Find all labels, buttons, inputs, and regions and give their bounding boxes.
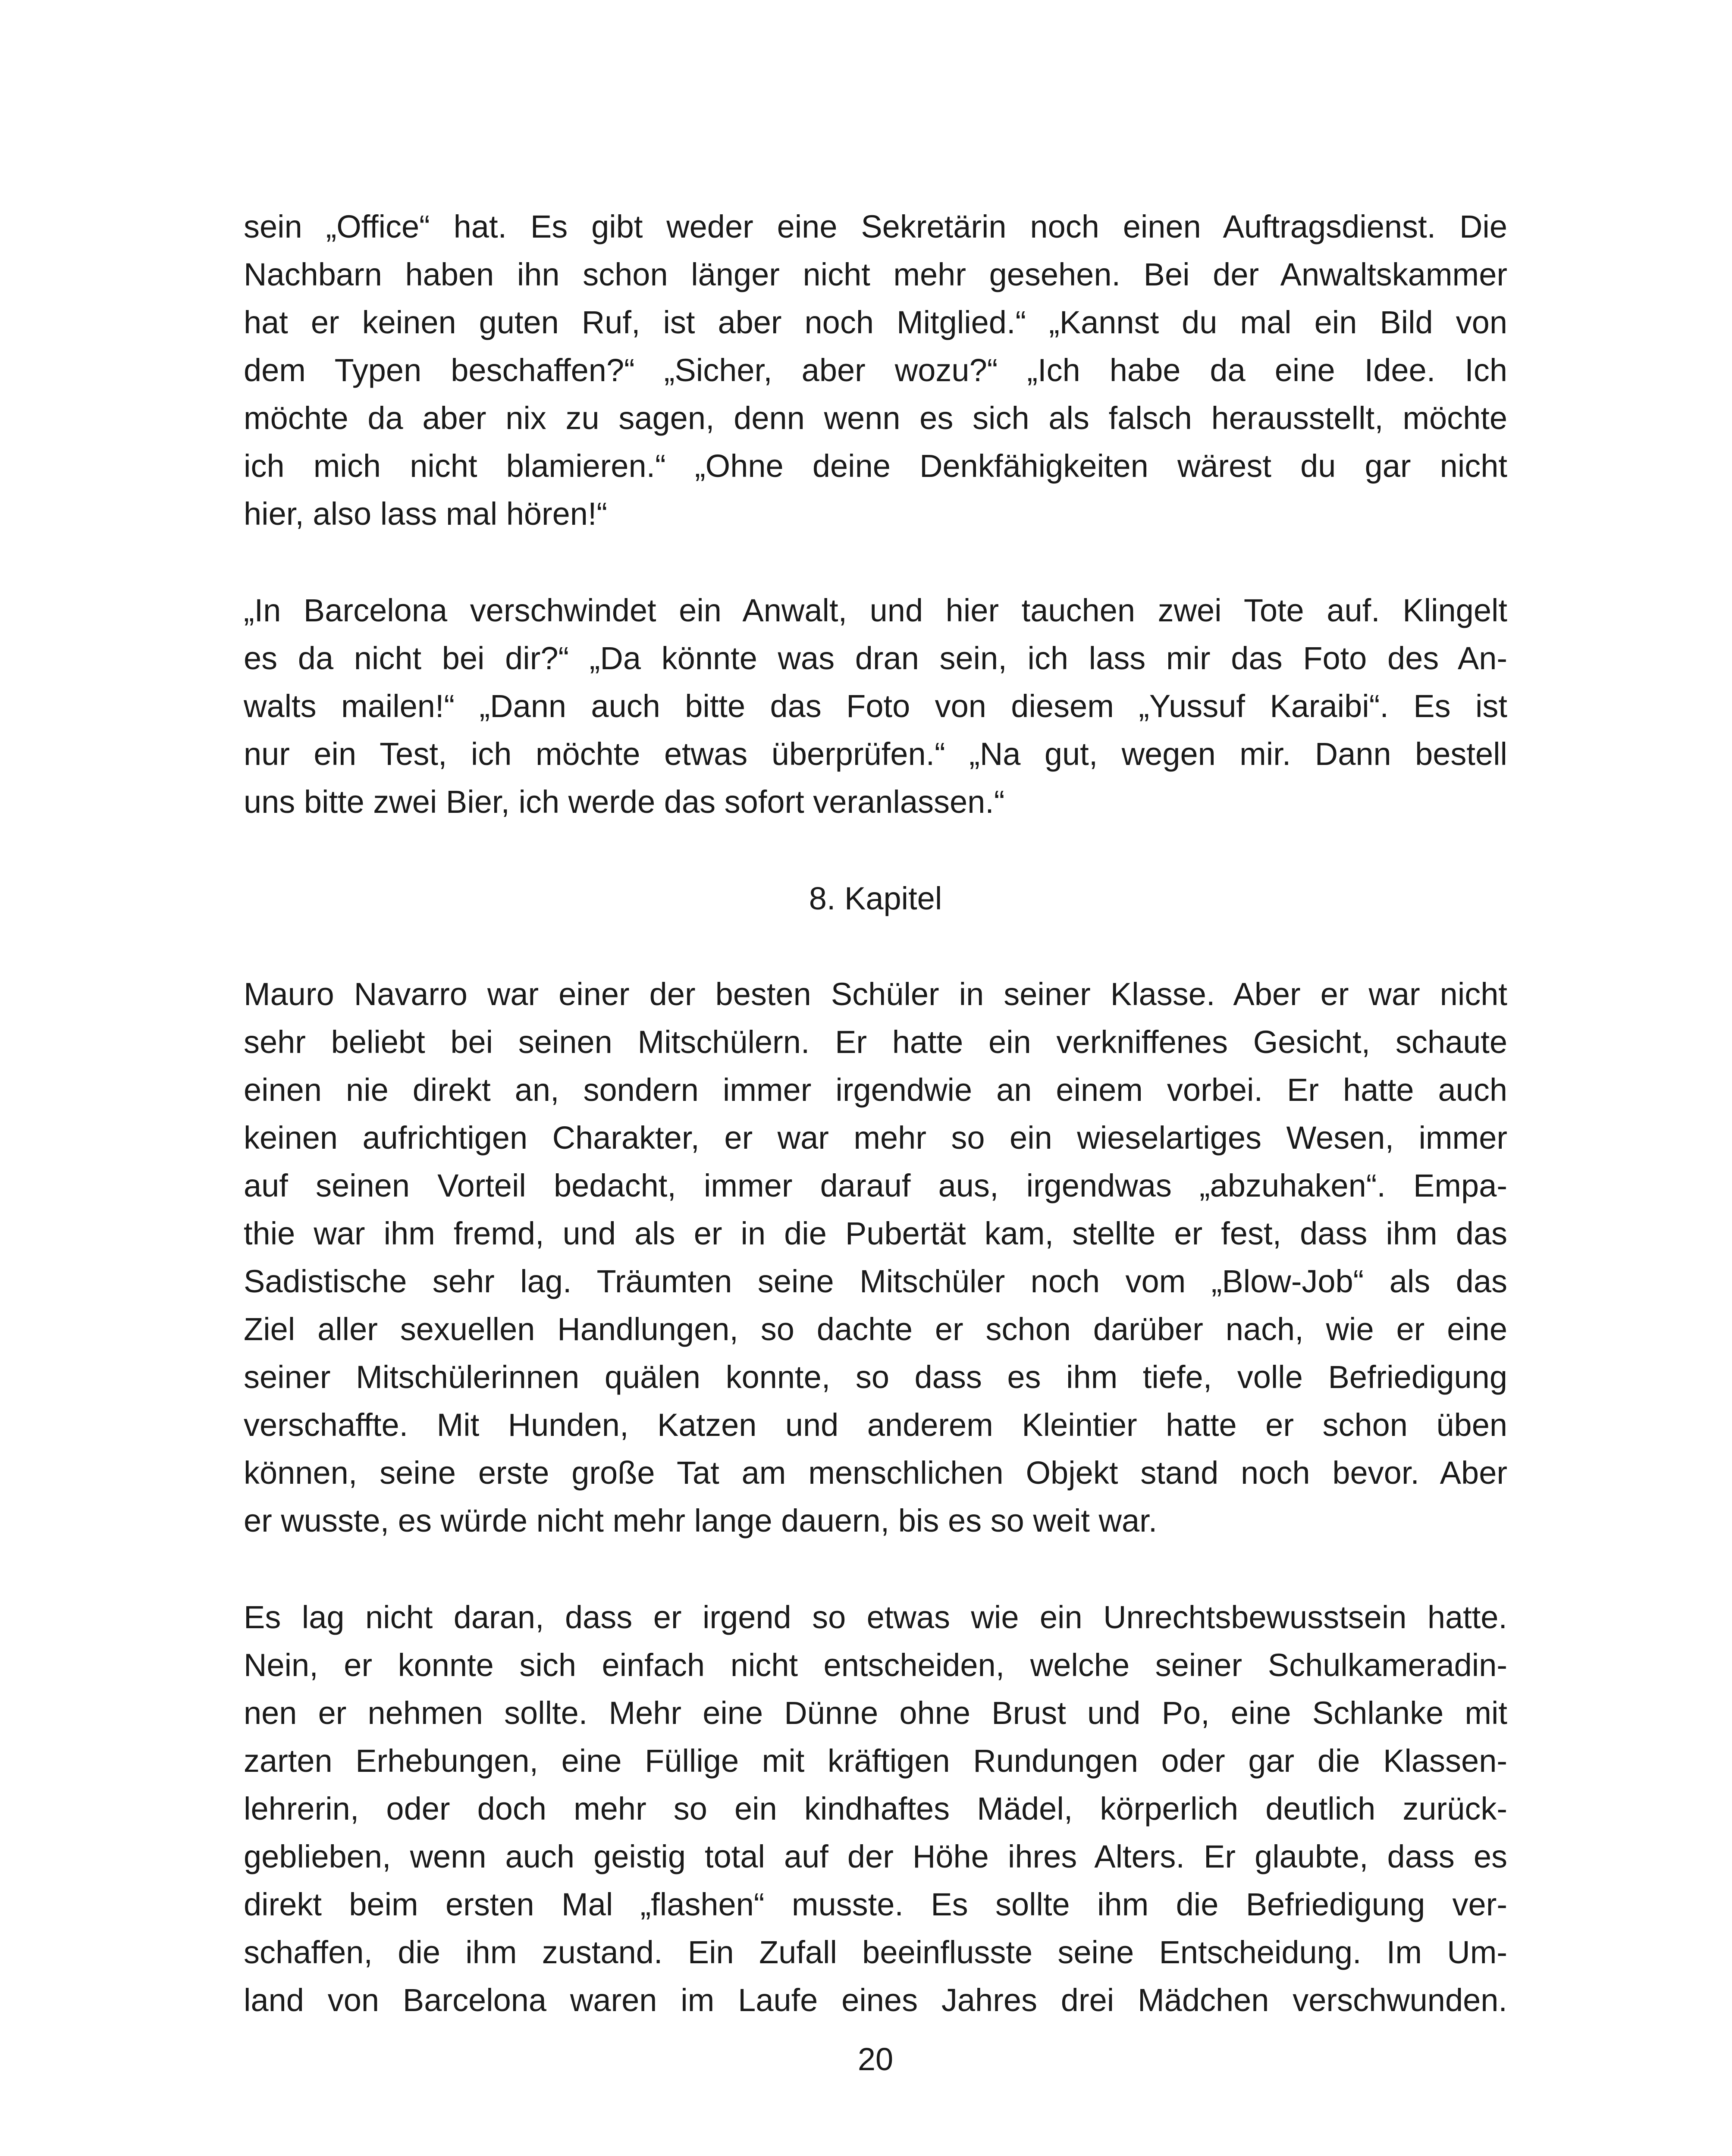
text-line: land von Barcelona waren im Laufe eines Jahres drei Mädchen verschwunden. <box>244 1982 1507 2018</box>
text-line: Es lag nicht daran, dass er irgend so etwas wie ein Unrechtsbewusstsein hatte. <box>244 1599 1507 1635</box>
text-line: können, seine erste große Tat am menschlichen Objekt stand noch bevor. Aber <box>244 1455 1507 1491</box>
paragraph-1 <box>244 203 1507 538</box>
text-line: thie war ihm fremd, und als er in die Pubertät kam, stellte er fest, dass ihm das <box>244 1216 1507 1251</box>
text-line: verschaffte. Mit Hunden, Katzen und anderem Kleintier hatte er schon üben <box>244 1407 1507 1443</box>
text-line: Ziel aller sexuellen Handlungen, so dachte er schon darüber nach, wie er eine <box>244 1311 1507 1347</box>
text-line: er wusste, es würde nicht mehr lange dauern, bis es so weit war. <box>244 1503 1158 1539</box>
page-number: 20 <box>857 2041 894 2077</box>
text-line: zarten Erhebungen, eine Füllige mit kräftigen Rundungen oder gar die Klassen- <box>244 1743 1507 1779</box>
paragraph-3 <box>244 970 1507 1545</box>
text-line: sehr beliebt bei seinen Mitschülern. Er hatte ein verkniffenes Gesicht, schaute <box>244 1024 1507 1060</box>
text-line: Nachbarn haben ihn schon länger nicht mehr gesehen. Bei der Anwaltskammer <box>244 257 1507 292</box>
text-line: keinen aufrichtigen Charakter, er war mehr so ein wieselartiges Wesen, immer <box>244 1120 1507 1156</box>
text-line: einen nie direkt an, sondern immer irgendwie an einem vorbei. Er hatte auch <box>244 1072 1507 1108</box>
text-line: Sadistische sehr lag. Träumten seine Mitschüler noch vom „Blow-Job“ als das <box>244 1263 1507 1299</box>
paragraph-2 <box>244 586 1507 826</box>
text-line: lehrerin, oder doch mehr so ein kindhaftes Mädel, körperlich deutlich zurück- <box>244 1791 1507 1827</box>
paragraph-4 <box>244 1593 1507 2024</box>
text-line: uns bitte zwei Bier, ich werde das sofort veranlassen.“ <box>244 784 1005 820</box>
text-line: dem Typen beschaffen?“ „Sicher, aber wozu?“ „Ich habe da eine Idee. Ich <box>244 352 1507 388</box>
text-line: walts mailen!“ „Dann auch bitte das Foto von diesem „Yussuf Karaibi“. Es ist <box>244 688 1507 724</box>
text-line: seiner Mitschülerinnen quälen konnte, so dass es ihm tiefe, volle Befriedigung <box>244 1359 1507 1395</box>
text-line: hat er keinen guten Ruf, ist aber noch Mitglied.“ „Kannst du mal ein Bild von <box>244 304 1507 340</box>
chapter-heading: 8. Kapitel <box>809 881 942 916</box>
text-line: ich mich nicht blamieren.“ „Ohne deine Denkfähigkeiten wärest du gar nicht <box>244 448 1507 484</box>
text-line: Mauro Navarro war einer der besten Schüler in seiner Klasse. Aber er war nicht <box>244 976 1507 1012</box>
text-line: es da nicht bei dir?“ „Da könnte was dran sein, ich lass mir das Foto des An- <box>244 640 1507 676</box>
text-line: Nein, er konnte sich einfach nicht entscheiden, welche seiner Schulkameradin- <box>244 1647 1507 1683</box>
text-line: „In Barcelona verschwindet ein Anwalt, und hier tauchen zwei Tote auf. Klingelt <box>244 592 1507 628</box>
text-line: nur ein Test, ich möchte etwas überprüfen.“ „Na gut, wegen mir. Dann bestell <box>244 736 1507 772</box>
text-line: sein „Office“ hat. Es gibt weder eine Sekretärin noch einen Auftragsdienst. Die <box>244 209 1507 244</box>
text-line: schaffen, die ihm zustand. Ein Zufall beeinflusste seine Entscheidung. Im Um- <box>244 1934 1507 1970</box>
text-line: nen er nehmen sollte. Mehr eine Dünne ohne Brust und Po, eine Schlanke mit <box>244 1695 1507 1731</box>
text-line: auf seinen Vorteil bedacht, immer darauf aus, irgendwas „abzuhaken“. Empa- <box>244 1168 1507 1203</box>
text-line: geblieben, wenn auch geistig total auf der Höhe ihres Alters. Er glaubte, dass es <box>244 1839 1507 1874</box>
text-line: direkt beim ersten Mal „flashen“ musste. Es sollte ihm die Befriedigung ver- <box>244 1887 1507 1922</box>
text-line: möchte da aber nix zu sagen, denn wenn es sich als falsch herausstellt, möchte <box>244 400 1507 436</box>
text-line: hier, also lass mal hören!“ <box>244 496 608 532</box>
